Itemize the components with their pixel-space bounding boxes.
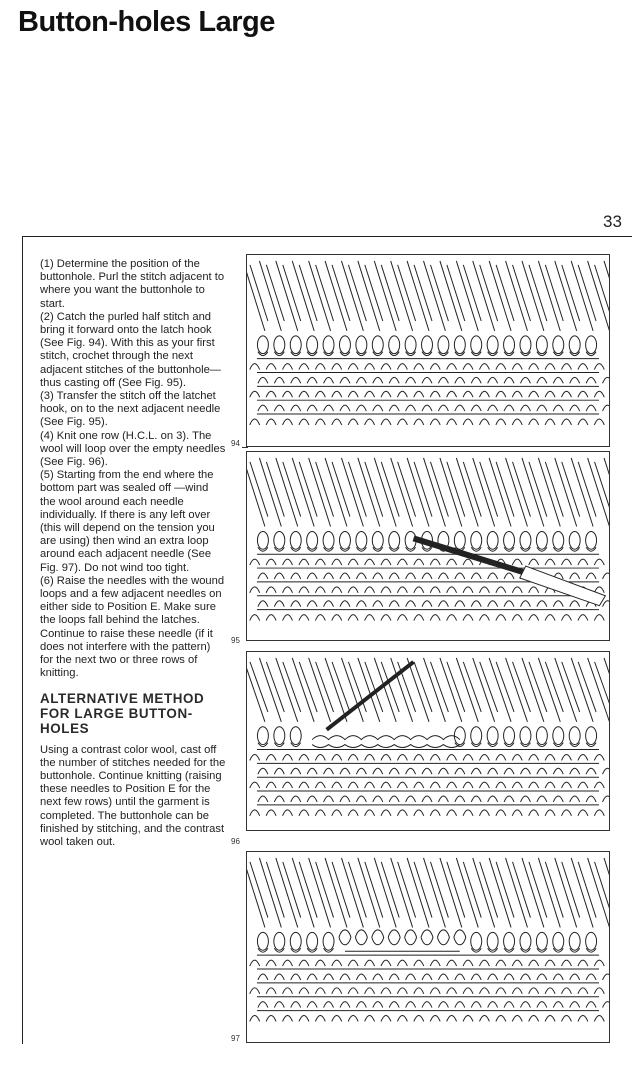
figure-96 [246,651,610,831]
figure-96-label: 96 [231,837,240,846]
alternative-heading: ALTERNATIVE METHOD FOR LARGE BUTTON-HOLES [40,690,205,736]
page-title: Button-holes Large [18,6,275,38]
page-number: 33 [603,212,622,231]
figure-94 [246,254,610,447]
figure-94-label: 94 [231,439,240,448]
alternative-text: Using a contrast color wool, cast off the number of stitches needed for the buttonhole. Continue knitting (raising these needles to Position E for the next few rows) until the garment is completed. The buttonhole can be finished by stitching, and the contrast wool taken out. [40,743,226,848]
instruction-step-4: (4) Knit one row (H.C.L. on 3). The wool will loop over the empty needles (See Fig. 96). [40,429,226,469]
figure-95 [246,451,610,641]
instruction-step-2: (2) Catch the purled half stitch and bring it forward onto the latch hook (See Fig. 94). With this as your first stitch, crochet through the next adjacent stitches of the buttonhole—thus casting off (See Fig. 95). [40,310,221,389]
figure-96-illustration [247,652,609,830]
instruction-step-6: (6) Raise the needles with the wound loops and a few adjacent needles on either side to Position E. Make sure the loops fall behind the latches. Continue to raise these needle (if it does not interfere with the pattern) for the next two or three rows of knitting. [40,574,225,680]
figure-94-illustration [247,255,609,446]
knit-linework [247,858,609,1022]
left-rule [22,236,23,1044]
instruction-step-1: (1) Determine the position of the buttonhole. Purl the stitch adjacent to where you want the buttonhole to start. [40,258,225,310]
figure-97 [246,851,610,1043]
instruction-step-5: (5) Starting from the end where the bottom part was sealed off —wind the wool around each needle individually. If there is any left over (this will depend on the tension you are using) then wind an extra loop around each adjacent needle (See Fig. 97). Do not wind too tight. [40,469,215,574]
top-rule [22,236,632,237]
knit-linework [247,658,609,816]
knit-linework [247,261,609,425]
figure-97-illustration [247,852,609,1042]
figure-95-illustration [247,452,609,640]
knit-linework [247,458,609,621]
figure-95-label: 95 [231,636,240,645]
instruction-step-3: (3) Transfer the stitch off the latchet hook, on to the next adjacent needle (See Fig. 95). [40,390,221,429]
instructions-column [40,258,226,849]
figure-97-label: 97 [231,1034,240,1043]
